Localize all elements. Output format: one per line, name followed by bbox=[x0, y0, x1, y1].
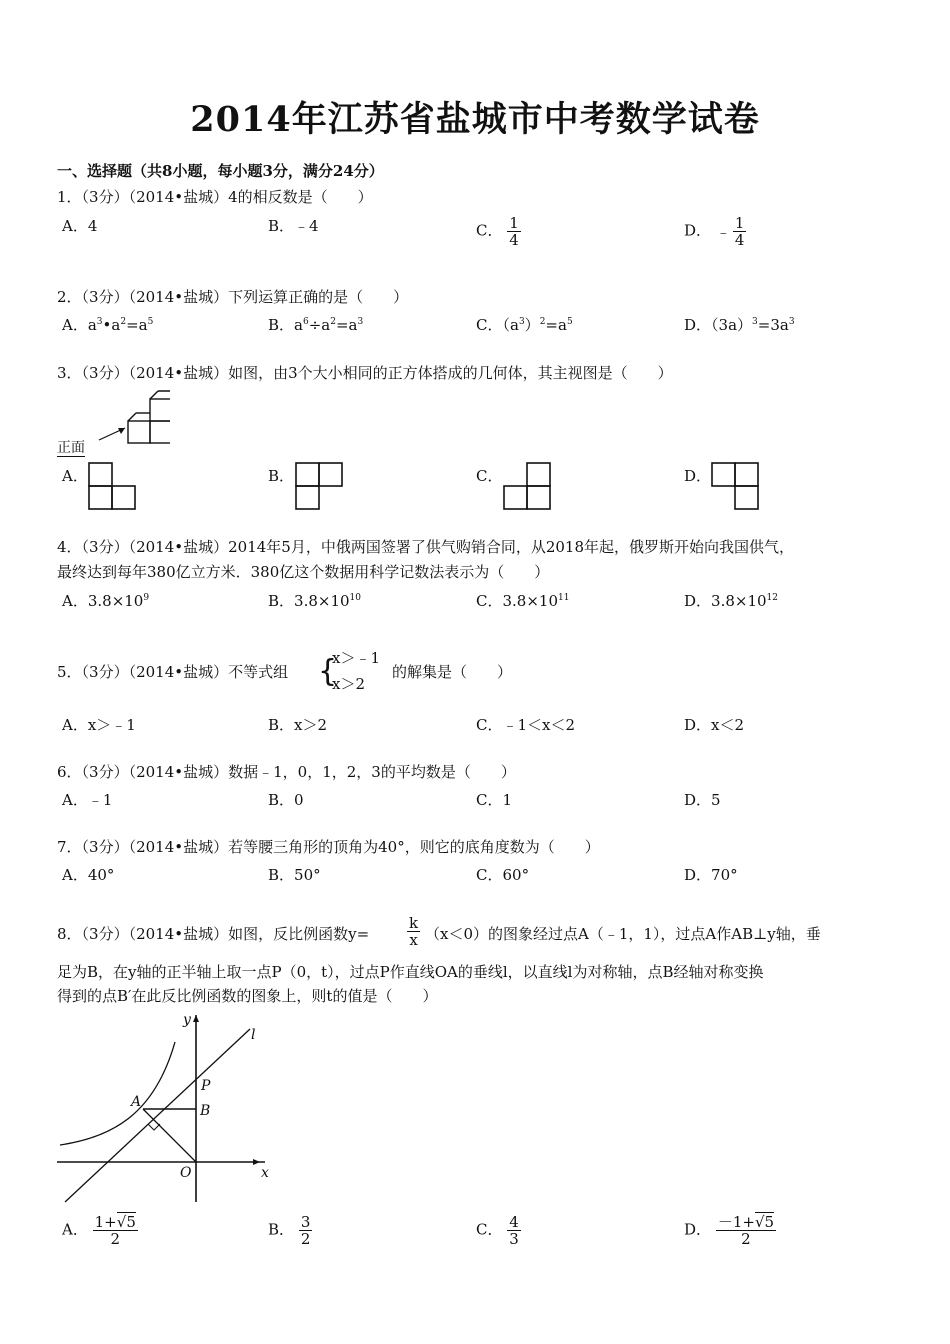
option-label: C． bbox=[476, 221, 503, 240]
q3-option-b-figure[interactable] bbox=[295, 462, 343, 510]
q8-graph bbox=[55, 1012, 275, 1204]
q1-option-b[interactable]: B．﹣4 bbox=[268, 217, 319, 235]
q6-option-c[interactable]: C．1 bbox=[476, 791, 513, 809]
segment-OA bbox=[143, 1109, 196, 1162]
q4-option-c[interactable]: C．$3.8\times 10^{11}$ bbox=[476, 592, 570, 610]
fraction: $\frac{1}{4}$ bbox=[734, 214, 745, 249]
front-label: 正面 bbox=[57, 440, 85, 456]
q8-option-d[interactable]: D． $\frac{-1+√5}{2}$ bbox=[684, 1213, 775, 1248]
q3-option-b-label[interactable]: B． bbox=[268, 467, 295, 485]
q5-option-c[interactable]: C．﹣1＜x＜2 bbox=[476, 716, 576, 734]
brace: { bbox=[318, 654, 338, 689]
q1-option-d[interactable]: D． ﹣ $\frac{1}{4}$ bbox=[684, 214, 745, 249]
inequality-system: x＞﹣1 x＞2 bbox=[332, 649, 381, 693]
q4-option-a[interactable]: A．$3.8\times 10^9$ bbox=[62, 592, 150, 610]
question-8-stem-line3: 得到的点B′在此反比例函数的图象上，则t的值是（ ） bbox=[57, 987, 438, 1005]
q7-option-d[interactable]: D．70° bbox=[684, 866, 738, 884]
q1-option-a[interactable]: A．4 bbox=[62, 217, 98, 235]
q2-option-a[interactable]: A．$a^3•a^2=a^5$ bbox=[62, 316, 154, 334]
question-5-stem-pre: 5．（3分）（2014•盐城）不等式组 bbox=[57, 663, 289, 681]
label-y: y bbox=[183, 1012, 191, 1028]
q2-option-d[interactable]: D．$(3a)^3=3a^3$ bbox=[684, 316, 795, 334]
question-5-stem-post: 的解集是（ ） bbox=[392, 663, 513, 681]
question-2-stem: 2．（3分）（2014•盐城）下列运算正确的是（ ） bbox=[57, 288, 409, 306]
hyperbola-curve bbox=[60, 1042, 175, 1145]
q4-option-d[interactable]: D．$3.8\times 10^{12}$ bbox=[684, 592, 778, 610]
q8-option-a[interactable]: A． $\frac{1+√5}{2}$ bbox=[62, 1213, 136, 1248]
q6-option-d[interactable]: D．5 bbox=[684, 791, 721, 809]
question-4-stem-line2: 最终达到每年380亿立方米．380亿这个数据用科学记数法表示为（ ） bbox=[57, 563, 550, 581]
page-title: 2014年江苏省盐城市中考数学试卷 bbox=[190, 99, 760, 140]
y-arrow bbox=[193, 1015, 199, 1022]
label-l: l bbox=[251, 1027, 256, 1043]
x-arrow bbox=[253, 1159, 260, 1165]
q6-option-a[interactable]: A．﹣1 bbox=[62, 791, 113, 809]
label-O: O bbox=[180, 1165, 192, 1181]
q6-option-b[interactable]: B．0 bbox=[268, 791, 304, 809]
q3-option-d-label[interactable]: D． bbox=[684, 467, 712, 485]
q7-option-a[interactable]: A．40° bbox=[62, 866, 115, 884]
q5-option-b[interactable]: B．x＞2 bbox=[268, 716, 328, 734]
q7-option-c[interactable]: C．60° bbox=[476, 866, 530, 884]
q3-option-a-figure[interactable] bbox=[88, 462, 136, 510]
question-4-stem-line1: 4．（3分）（2014•盐城）2014年5月，中俄两国签署了供气购销合同，从2018年起，俄罗斯开始向我国供气， bbox=[57, 538, 795, 556]
question-3-stem: 3．（3分）（2014•盐城）如图，由3个大小相同的正方体搭成的几何体，其主视图是（ ） bbox=[57, 364, 673, 382]
q4-option-b[interactable]: B．$3.8\times 10^{10}$ bbox=[268, 592, 361, 610]
q7-option-b[interactable]: B．50° bbox=[268, 866, 321, 884]
question-8-stem-pre: 8．（3分）（2014•盐城）如图，反比例函数y= bbox=[57, 925, 370, 943]
label-x: x bbox=[261, 1165, 269, 1181]
label-A: A bbox=[131, 1094, 142, 1110]
q8-option-c[interactable]: C． $\frac{4}{3}$ bbox=[476, 1213, 519, 1248]
q2-option-c[interactable]: C．$(a^3)^2=a^5$ bbox=[476, 316, 573, 334]
question-8-stem-post: （x＜0）的图象经过点A（﹣1，1），过点A作AB⊥y轴，垂 bbox=[425, 925, 821, 943]
question-8-stem-line2: 足为B，在y轴的正半轴上取一点P（0，t），过点P作直线OA的垂线l，以直线l为对称轴，点B经轴对称变换 bbox=[57, 963, 764, 981]
label-P: P bbox=[201, 1078, 211, 1094]
q3-option-a-label[interactable]: A． bbox=[62, 467, 88, 485]
q1-option-c[interactable] bbox=[476, 215, 521, 248]
q3-option-c-label[interactable]: C． bbox=[476, 467, 503, 485]
q5-option-a[interactable]: A．x＞﹣1 bbox=[62, 716, 136, 734]
question-1-stem: 1．（3分）（2014•盐城）4的相反数是（ ） bbox=[57, 188, 373, 206]
fraction: $\frac{1}{4}$ bbox=[509, 214, 519, 249]
option-label: D． bbox=[684, 221, 712, 240]
question-7-stem: 7．（3分）（2014•盐城）若等腰三角形的顶角为40°，则它的底角度数为（ ） bbox=[57, 838, 600, 856]
question-6-stem: 6．（3分）（2014•盐城）数据﹣1，0，1，2，3的平均数是（ ） bbox=[57, 763, 516, 781]
q8-option-b[interactable]: B． $\frac{3}{2}$ bbox=[268, 1213, 311, 1248]
q5-option-d[interactable]: D．x＜2 bbox=[684, 716, 745, 734]
q2-option-b[interactable]: B．$a^6\div a^2=a^3$ bbox=[268, 316, 364, 334]
line-l bbox=[65, 1029, 250, 1202]
q8-fraction: $\frac{k}{x}$ bbox=[409, 914, 419, 949]
section-heading: 一、选择题（共8小题，每小题3分，满分24分） bbox=[57, 162, 384, 180]
q3-option-c-figure[interactable] bbox=[503, 462, 551, 510]
q3-option-d-figure[interactable] bbox=[711, 462, 759, 510]
label-B: B bbox=[200, 1103, 211, 1119]
